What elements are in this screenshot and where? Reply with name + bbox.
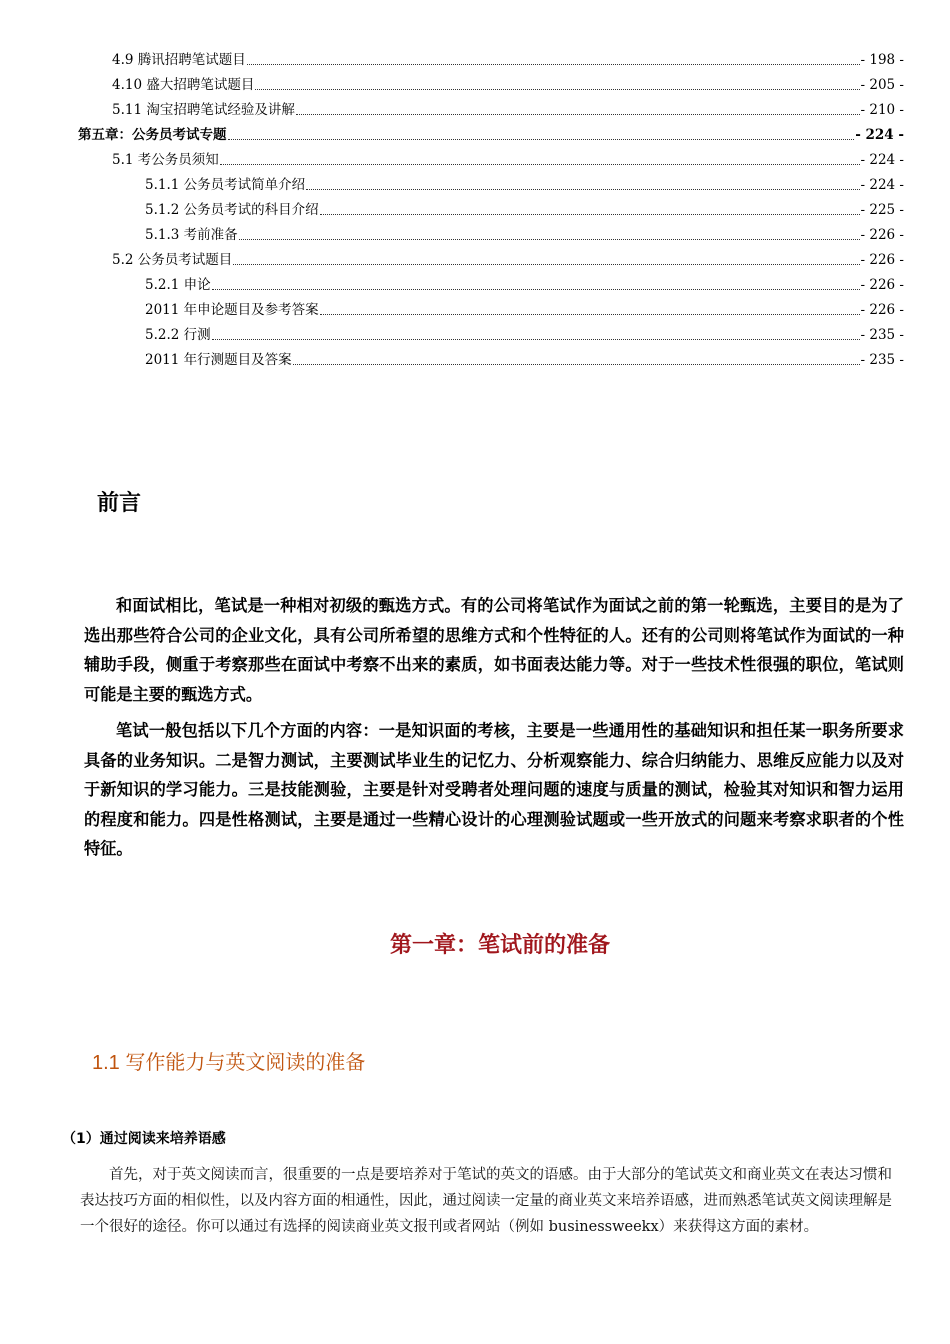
preface-paragraph-1: 和面试相比，笔试是一种相对初级的甄选方式。有的公司将笔试作为面试之前的第一轮甄选，主要目的是为了选出那些符合公司的企业文化，具有公司所希望的思维方式和个性特征的人。还有的公司则将笔试作为面试的一种辅助手段，侧重于考察那些在面试中考察不出来的素质，如书面表达能力等。对于一些技术性很强的职位，笔试则可能是主要的甄选方式。 — [84, 596, 904, 704]
toc-leader — [247, 50, 860, 65]
toc-leader — [320, 200, 860, 215]
toc-entry-title: 5.2 公务员考试题目 — [112, 252, 233, 268]
toc-entry-title: 第五章：公务员考试专题 — [78, 127, 227, 143]
toc-entry[interactable] — [145, 350, 904, 370]
toc-entry-title: 2011 年申论题目及参考答案 — [145, 302, 319, 318]
toc-leader — [239, 225, 860, 240]
toc-leader — [293, 350, 860, 365]
toc-entry-title: 5.1.3 考前准备 — [145, 227, 238, 243]
toc-entry-title: 4.10 盛大招聘笔试题目 — [112, 77, 255, 93]
subsection-heading: （1）通过阅读来培养语感 — [62, 1131, 226, 1147]
toc-leader — [233, 250, 859, 265]
toc-entry-page: - 224 - — [860, 177, 904, 193]
toc-leader — [220, 150, 860, 165]
toc-entry-title: 5.2.1 申论 — [145, 277, 211, 293]
toc-entry[interactable] — [112, 250, 904, 270]
toc-entry[interactable] — [112, 75, 904, 95]
toc-entry[interactable] — [145, 200, 904, 220]
toc-entry-page: - 235 - — [860, 327, 904, 343]
toc-entry[interactable] — [112, 50, 904, 70]
toc-leader — [228, 125, 855, 140]
toc-entry[interactable] — [145, 225, 904, 245]
preface-paragraph-2: 笔试一般包括以下几个方面的内容：一是知识面的考核，主要是一些通用性的基础知识和担任某一职务所要求具备的业务知识。二是智力测试，主要测试毕业生的记忆力、分析观察能力、综合归纳能力、思维反应能力以及对于新知识的学习能力。三是技能测验，主要是针对受聘者处理问题的速度与质量的测试，检验其对知识和智力运用的程度和能力。四是性格测试，主要是通过一些精心设计的心理测验试题或一些开放式的问题来考察求职者的个性特征。 — [84, 721, 904, 858]
toc-entry[interactable] — [112, 100, 904, 120]
toc-entry-page: - 198 - — [860, 52, 904, 68]
toc-entry[interactable] — [112, 150, 904, 170]
toc-entry[interactable] — [145, 325, 904, 345]
toc-entry[interactable] — [145, 275, 904, 295]
toc-entry-page: - 226 - — [860, 252, 904, 268]
toc-leader — [212, 275, 860, 290]
body-paragraph — [80, 1162, 906, 1240]
toc-entry-page: - 205 - — [860, 77, 904, 93]
chapter-heading: 第一章：笔试前的准备 — [389, 933, 610, 958]
toc-entry-page: - 226 - — [860, 227, 904, 243]
toc-entry-page: - 224 - — [855, 127, 904, 143]
toc-entry-title: 5.1 考公务员须知 — [112, 152, 219, 168]
toc-chapter-entry[interactable] — [78, 125, 904, 145]
toc-entry-title: 5.1.1 公务员考试简单介绍 — [145, 177, 306, 193]
toc-entry-page: - 224 - — [860, 152, 904, 168]
toc-entry-page: - 225 - — [860, 202, 904, 218]
toc-entry-page: - 210 - — [860, 102, 904, 118]
toc-entry-page: - 235 - — [860, 352, 904, 368]
section-heading: 1.1 写作能力与英文阅读的准备 — [92, 1052, 366, 1074]
toc-entry-title: 2011 年行测题目及答案 — [145, 352, 292, 368]
toc-entry-title: 5.1.2 公务员考试的科目介绍 — [145, 202, 319, 218]
toc-entry-page: - 226 - — [860, 277, 904, 293]
toc-entry[interactable] — [145, 175, 904, 195]
body-paragraph-text: 首先，对于英文阅读而言，很重要的一点是要培养对于笔试的英文的语感。由于大部分的笔试英文和商业英文在表达习惯和表达技巧方面的相似性，以及内容方面的相通性，因此，通过阅读一定量的商业英文来培养语感，进而熟悉笔试英文阅读理解是一个很好的途径。你可以通过有选择的阅读商业英文报刊或者网站（例如 businessweekx）来获得这方面的素材。 — [80, 1167, 892, 1235]
toc-entry[interactable] — [145, 300, 904, 320]
toc-leader — [320, 300, 860, 315]
toc-entry-page: - 226 - — [860, 302, 904, 318]
preface-heading: 前言 — [97, 491, 142, 516]
toc-entry-title: 5.2.2 行测 — [145, 327, 211, 343]
toc-leader — [212, 325, 860, 340]
toc-entry-title: 4.9 腾讯招聘笔试题目 — [112, 52, 246, 68]
toc-leader — [306, 175, 859, 190]
toc-entry-title: 5.11 淘宝招聘笔试经验及讲解 — [112, 102, 295, 118]
toc-leader — [296, 100, 860, 115]
toc-leader — [255, 75, 859, 90]
